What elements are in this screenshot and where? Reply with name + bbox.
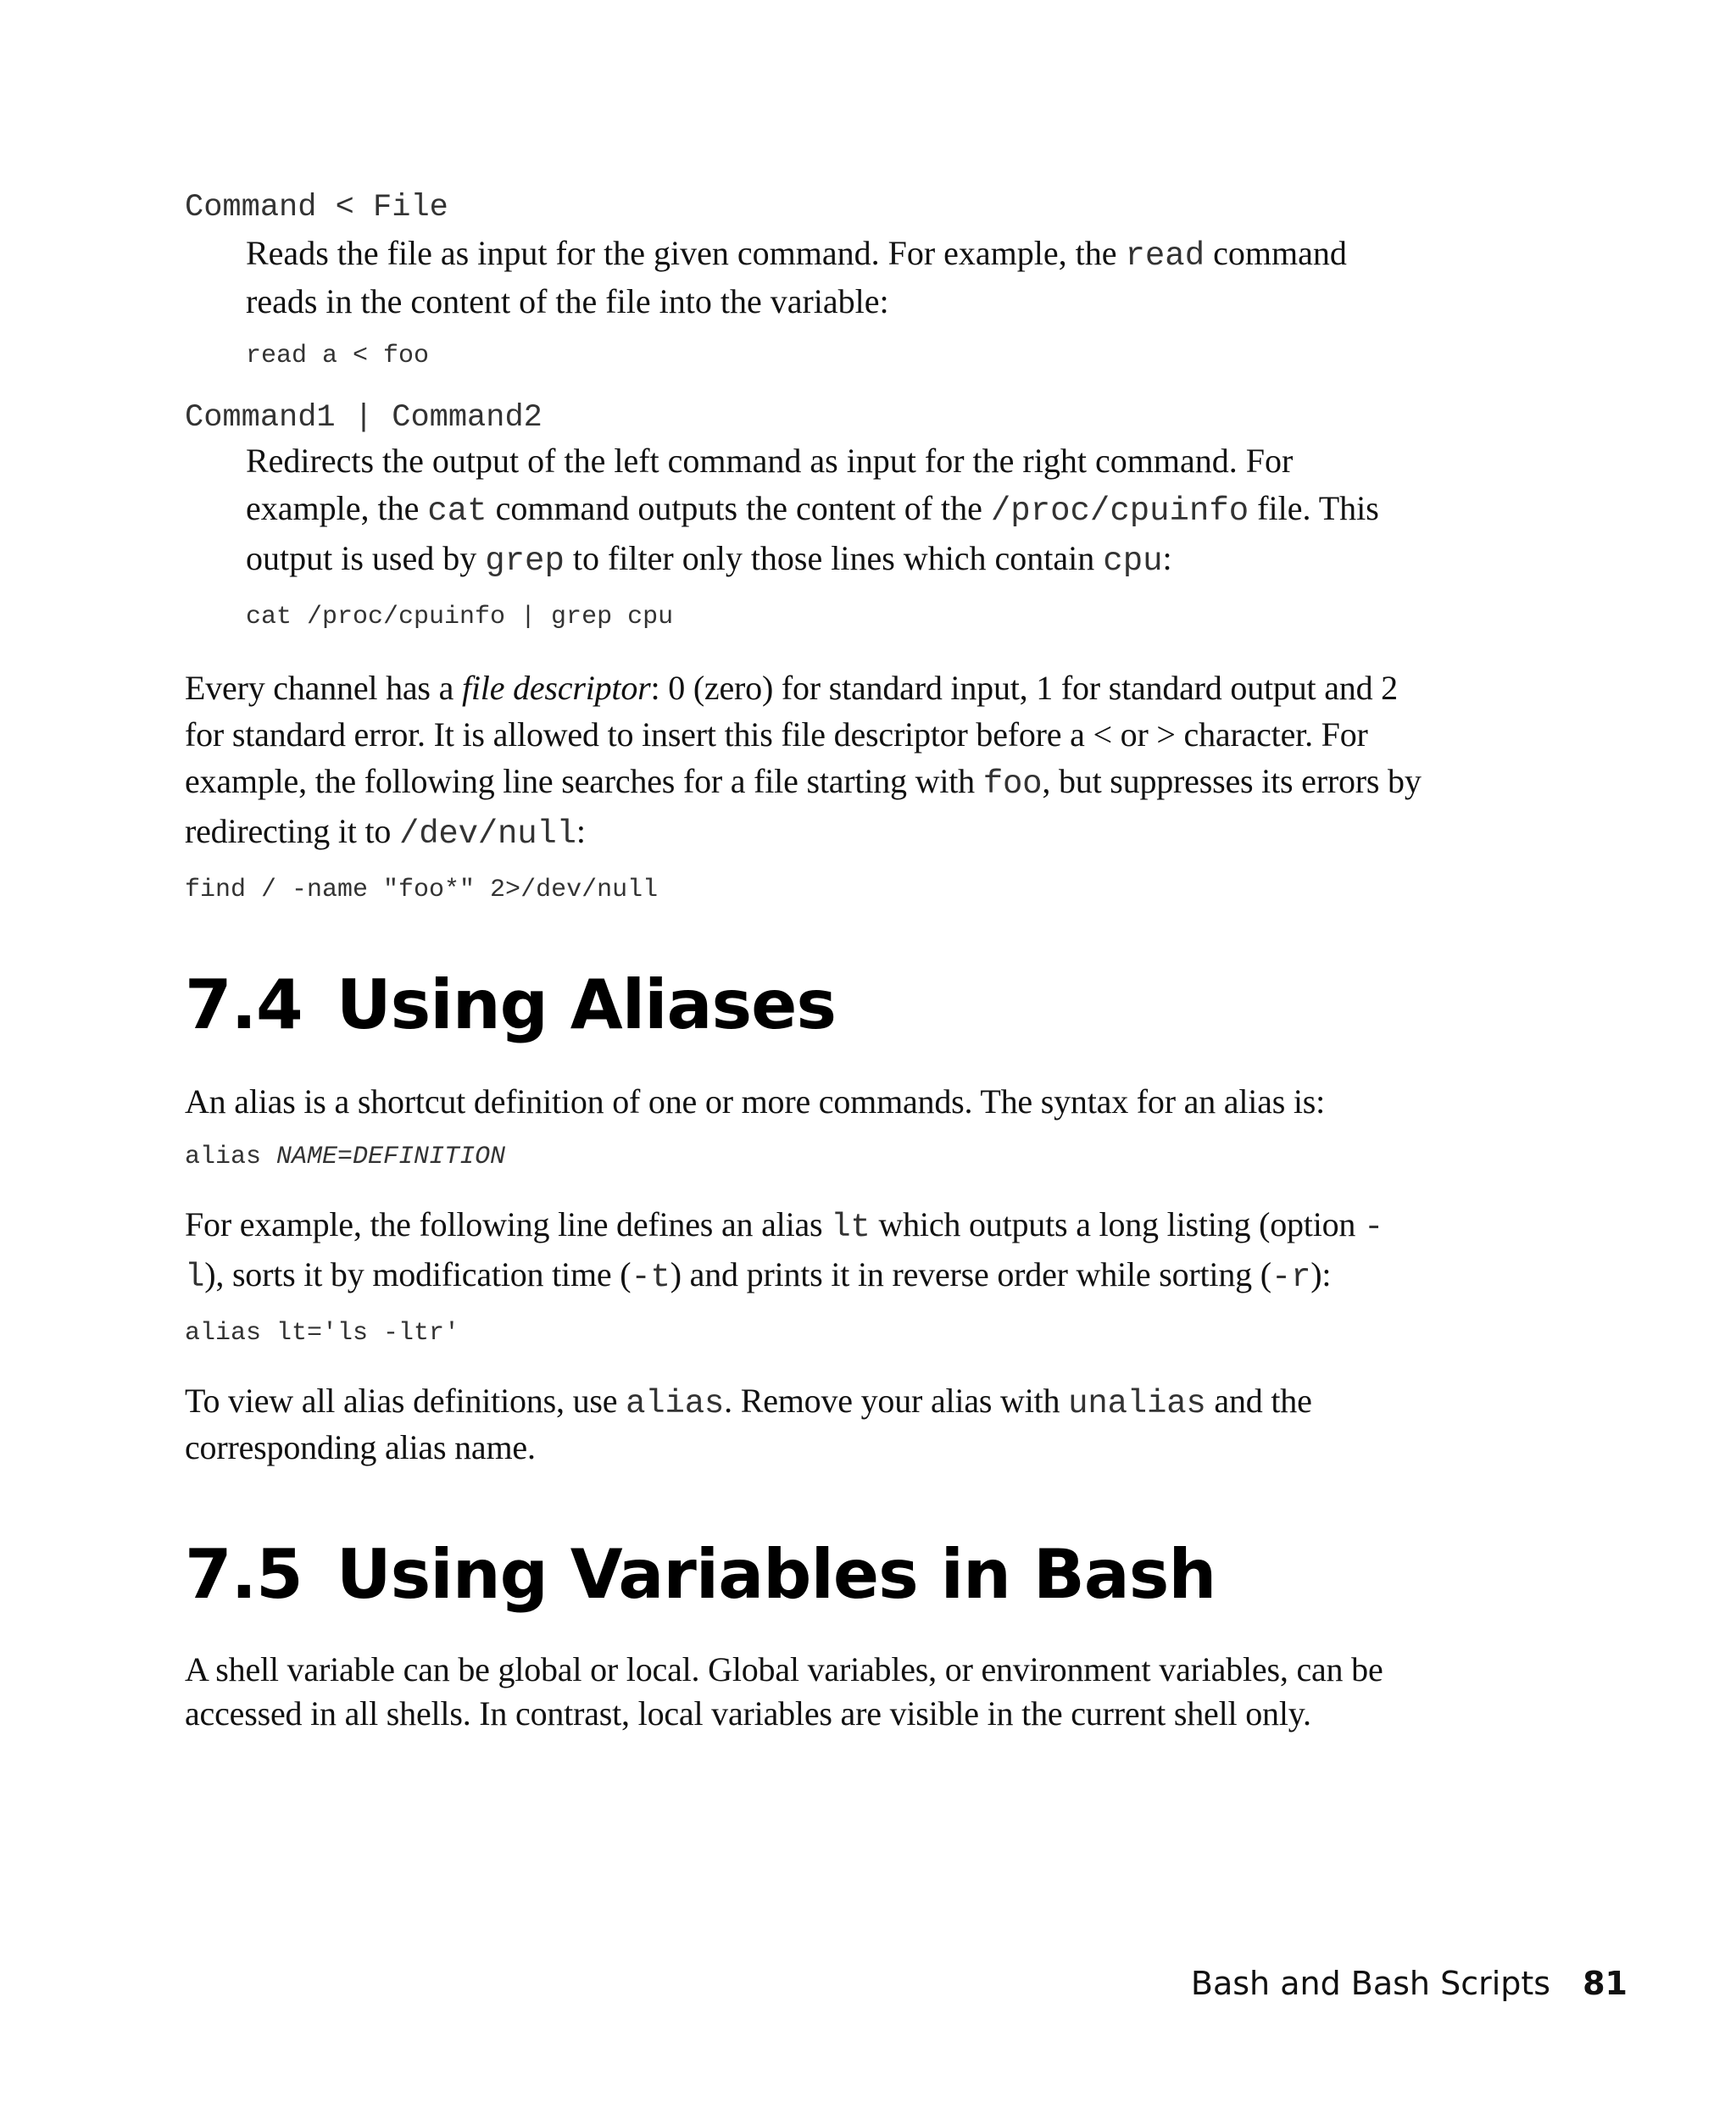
inline-code: foo xyxy=(982,765,1043,803)
alias-example-paragraph: For example, the following line defines an alias lt which outputs a long listing (option -l), sorts it by modification time (-t) and prints it in reverse order while sorting (-r): xyxy=(185,1205,1384,1296)
inline-code: cat xyxy=(427,492,487,530)
section-title: Using Variables in Bash xyxy=(336,1535,1216,1614)
file-descriptor-paragraph: Every channel has a file descriptor: 0 (zero) for standard input, 1 for standard output and 2 for standard error. It is allowed to insert this file descriptor before a < or > character. For example, the following line searches for a file starting with foo, but suppresses its errors by redirecting it to /dev/null: xyxy=(185,669,1422,853)
inline-code: -l xyxy=(185,1209,1384,1296)
code-example: cat /proc/cpuinfo | grep cpu xyxy=(246,603,674,631)
alias-syntax: alias NAME=DEFINITION xyxy=(185,1143,506,1171)
variables-intro: A shell variable can be global or local. Global variables, or environment variables, can be accessed in all shells. In contrast, local variables are visible in the current shell only. xyxy=(185,1650,1383,1733)
pipe-definition xyxy=(246,437,1422,634)
redirect-input-term: Command < File xyxy=(185,190,448,225)
alias-view-paragraph: To view all alias definitions, use alias. Remove your alias with unalias and the corresponding alias name. xyxy=(185,1382,1312,1466)
page-footer xyxy=(1191,1965,1628,2002)
inline-code: /dev/null xyxy=(398,815,576,853)
inline-code: alias xyxy=(626,1385,725,1422)
alias-intro: An alias is a shortcut definition of one or more commands. The syntax for an alias is: xyxy=(185,1082,1326,1121)
code-example: find / -name "foo*" 2>/dev/null xyxy=(185,876,659,904)
section-heading-7-5 xyxy=(185,1534,1422,1616)
section-number: 7.4 xyxy=(185,965,303,1044)
code-example: read a < foo xyxy=(246,342,430,370)
inline-code: unalias xyxy=(1068,1385,1206,1422)
inline-code: /proc/cpuinfo xyxy=(990,492,1249,530)
code-example: alias lt='ls -ltr' xyxy=(185,1319,460,1348)
page-number: 81 xyxy=(1583,1965,1628,2002)
running-footer-chapter: Bash and Bash Scripts xyxy=(1190,1965,1551,2002)
inline-code: -r xyxy=(1271,1259,1311,1296)
inline-code: read xyxy=(1125,237,1205,275)
redirect-input-description: Reads the file as input for the given command. For example, the read command reads in the content of the file into the variable: xyxy=(246,234,1347,320)
redirect-input-definition xyxy=(246,231,1422,373)
section-number: 7.5 xyxy=(185,1535,303,1614)
page-content xyxy=(185,188,1422,1736)
inline-code: grep xyxy=(485,542,565,580)
section-title: Using Aliases xyxy=(336,965,837,1044)
inline-code: cpu xyxy=(1103,542,1163,580)
section-heading-7-4 xyxy=(185,965,1422,1046)
pipe-description: Redirects the output of the left command as input for the right command. For example, the cat command outputs the content of the /proc/cpuinfo file. This output is used by grep to filter only those lines which contain cpu: xyxy=(246,442,1379,580)
inline-code: lt xyxy=(831,1209,871,1246)
emphasis: file descriptor xyxy=(461,669,651,707)
pipe-term: Command1 | Command2 xyxy=(185,400,542,436)
inline-code: -t xyxy=(631,1259,670,1296)
